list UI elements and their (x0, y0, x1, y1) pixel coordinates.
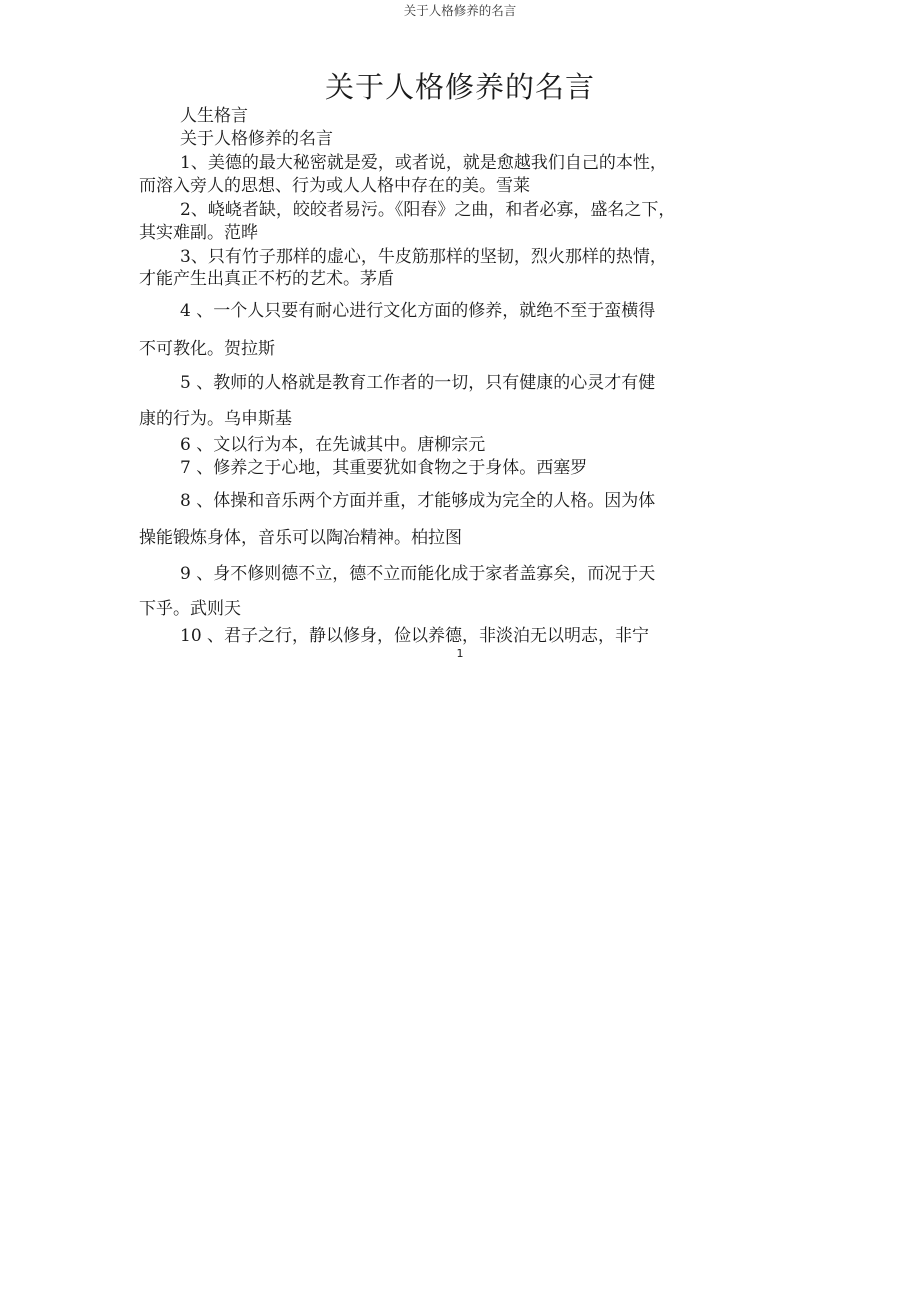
quote-9-line-1: 9 、身不修则德不立，德不立而能化成于家者盖寡矣，而况于天 (180, 564, 656, 584)
quote-1-line-1: 1、美德的最大秘密就是爱，或者说，就是愈越我们自己的本性， (180, 153, 667, 173)
document-title: 关于人格修养的名言 (324, 70, 595, 104)
quote-8-line-1: 8 、体操和音乐两个方面并重，才能够成为完全的人格。因为体 (180, 491, 656, 511)
quote-3-line-1: 3、只有竹子那样的虚心，牛皮筋那样的坚韧，烈火那样的热情， (180, 247, 667, 267)
quote-6: 6 、文以行为本，在先诚其中。唐柳宗元 (180, 435, 486, 455)
page-number: 1 (456, 647, 464, 660)
quote-5-line-1: 5 、教师的人格就是教育工作者的一切，只有健康的心灵才有健 (180, 373, 656, 393)
quote-2-line-2: 其实难副。范晔 (139, 223, 258, 243)
quote-4-line-1: 4 、一个人只要有耐心进行文化方面的修养，就绝不至于蛮横得 (180, 301, 656, 321)
quote-5-line-2: 康的行为。乌申斯基 (139, 409, 292, 429)
running-header: 关于人格修养的名言 (403, 3, 517, 18)
quote-10-line-1: 10 、君子之行，静以修身，俭以养德，非淡泊无以明志，非宁 (180, 626, 650, 646)
quote-7: 7 、修养之于心地，其重要犹如食物之于身体。西塞罗 (180, 458, 588, 478)
quote-9-line-2: 下乎。武则天 (139, 599, 241, 619)
subheading-topic: 关于人格修养的名言 (180, 129, 333, 149)
quote-8-line-2: 操能锻炼身体，音乐可以陶冶精神。柏拉图 (139, 528, 462, 548)
quote-1-line-2: 而溶入旁人的思想、行为或人人格中存在的美。雪莱 (139, 176, 530, 196)
quote-3-line-2: 才能产生出真正不朽的艺术。茅盾 (139, 269, 394, 289)
quote-2-line-1: 2、峣峣者缺，皎皎者易污。《阳春》之曲，和者必寡，盛名之下， (180, 200, 676, 220)
subheading-life-motto: 人生格言 (180, 106, 248, 126)
quote-4-line-2: 不可教化。贺拉斯 (139, 339, 275, 359)
